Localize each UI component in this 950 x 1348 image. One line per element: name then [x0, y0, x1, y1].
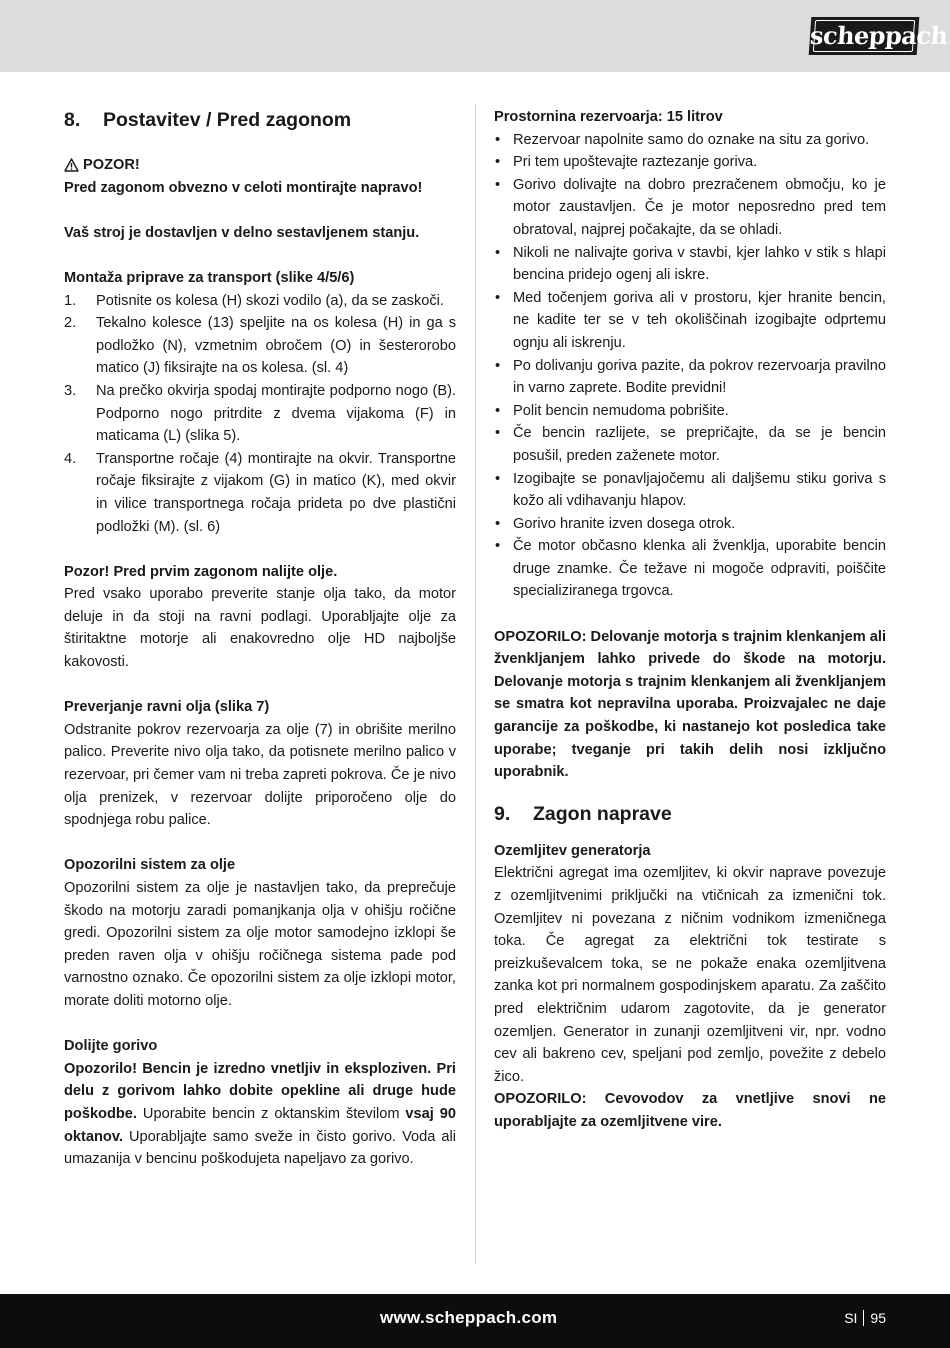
section-number: 8. [64, 109, 81, 131]
brand-logo: scheppach [809, 17, 920, 55]
oil-check-title: Preverjanje ravni olja (slika 7) [64, 699, 270, 716]
column-divider [475, 104, 476, 1264]
section-9-heading [494, 800, 886, 828]
list-item: • Nikoli ne nalivajte goriva v stavbi, kjer lahko v stik s hlapi bencina pridejo ogenj ali iskre. [495, 244, 886, 284]
mounting-steps [64, 290, 456, 539]
list-item: • Gorivo hranite izven dosega otrok. [495, 515, 736, 532]
tank-capacity-title: Prostornina rezervoarja: 15 litrov [494, 109, 723, 125]
engine-warning: OPOZORILO: Delovanje motorja s trajnim klenkanjem ali žvenkljanjem lahko privede do škode na motorju. Delovanje motorja s trajnim klenkanjem ali žvenkljanjem se smatra kot nepravilna uporaba. Proizvajalec ne daje garancije za poškodbe, ki nastanejo kot posledica take uporabe; tveganje pri takih delih nosi izključno uporabnik. [494, 628, 886, 781]
mounting-title: Montaža priprave za transport (slike 4/5/6) [64, 269, 355, 286]
section-8-heading [64, 106, 456, 134]
left-column [64, 106, 456, 1171]
section-title: Postavitev / Pred zagonom [103, 109, 352, 131]
list-item: • Polit bencin nemudoma pobrišite. [495, 402, 729, 419]
list-item: • Pri tem upoštevajte raztezanje goriva. [495, 154, 758, 171]
list-item: • Če bencin razlijete, se prepričajte, da se je bencin posušil, preden zaženete motor. [495, 425, 886, 464]
grounding-warning: OPOZORILO: Cevovodov za vnetljive snovi ne uporabljajte za ozemljitvene vire. [494, 1091, 886, 1130]
fuel-octane: vsaj 90 oktanov. [64, 1105, 456, 1145]
section-number: 9. [494, 802, 511, 825]
list-item: 1. Potisnite os kolesa (H) skozi vodilo (a), da se zaskoči. [64, 292, 444, 309]
fuel-warning: Opozorilo! Bencin je izredno vnetljiv in eksploziven. Pri delu z gorivom lahko dobite opekline ali druge hude poškodbe. [64, 1060, 456, 1122]
page-footer [0, 1294, 950, 1348]
caution-text: Pred zagonom obvezno v celoti montirajte napravo! [64, 179, 423, 196]
caution-heading [64, 154, 456, 177]
fuel-text: Opozorilo! Bencin je izredno vnetljiv in eksploziven. Pri delu z gorivom lahko dobite opekline ali druge hude poškodbe. Uporabite bencin z oktanskim številom vsaj 90 oktanov. Uporabljajte samo sveže in čisto gorivo. Voda ali umazanija v bencinu poškodujeta napeljavo za gorivo. [64, 1060, 456, 1168]
section-title: Zagon naprave [533, 802, 672, 825]
page-header [0, 0, 950, 72]
grounding-text: Električni agregat ima ozemljitev, ki okvir naprave povezuje z ozemljitvenimi priključki na vtičnicah za izmenični tok. Ozemljitev ni povezana z ničnim vodnikom izmeničnega toka. Če agregat za električni tok testirate s preizkuševalcem toka, se ne pokaže enaka ozemljitvena zanka kot pri normalnem gospodinjskem aparatu. Za zaščito pred električnim udarom zagotovite, da je generator ozemljen. Generator in zunanji ozemljitveni vir, npr. vodno cev ali bakreno cev, speljani pod zemljo, povežite z debelo žico. [494, 865, 886, 1085]
list-item: • Med točenjem goriva ali v prostoru, kjer hranite bencin, ne kadite ter se v teh okoliščinah izogibajte odprtemu ognju ali iskrenju. [495, 289, 886, 351]
grounding-title: Ozemljitev generatorja [494, 842, 651, 859]
delivery-note: Vaš stroj je dostavljen v delno sestavljenem stanju. [64, 224, 420, 241]
website-link[interactable]: www.scheppach.com [380, 1308, 558, 1327]
list-item: • Gorivo dolivajte na dobro prezračenem območju, ko je motor zaustavljen. Če je motor neposredno pred tem obratoval, najprej počakajte, da se ohladi. [495, 176, 886, 238]
page-number: SI 95 [844, 1310, 886, 1326]
list-item: • Izogibajte se ponavljajočemu ali daljšemu stiku goriva s kožo ali vdihavanju hlapov. [495, 470, 886, 510]
caution-label: POZOR! [83, 157, 140, 173]
fuel-title: Dolijte gorivo [64, 1038, 158, 1055]
list-item: 3. Na prečko okvirja spodaj montirajte podporno nogo (B). Podporno nogo pritrdite z dvema vijakoma (F) in maticama (L) (slika 5). [64, 382, 456, 445]
list-item: 2. Tekalno kolesce (13) speljite na os kolesa (H) in ga s podložko (N), vzmetnim obročem (O) in šesterorobo matico (J) fiksirajte na os kolesa. (sl. 4) [64, 315, 456, 377]
warning-triangle-icon [64, 158, 79, 172]
right-column [494, 106, 886, 1134]
list-item: • Rezervoar napolnite samo do oznake na situ za gorivo. [495, 131, 870, 148]
list-item: • Če motor občasno klenka ali žvenklja, uporabite bencin druge znamke. Če težave ni mogoče odpraviti, poiščite specializiranega trgovca. [495, 538, 886, 600]
list-item: • Po dolivanju goriva pazite, da pokrov rezervoarja pravilno in varno zaprete. Bodite previdni! [495, 357, 886, 397]
oil-warning-title: Pozor! Pred prvim zagonom nalijte olje. [64, 563, 338, 580]
oil-system-title: Opozorilni sistem za olje [64, 857, 236, 874]
oil-check-text: Odstranite pokrov rezervoarja za olje (7) in obrišite merilno palico. Preverite nivo olja tako, da potisnete merilno palico v rezervoar, pri čemer vam ni treba zapreti pokrova. Če je nivo olja prenizek, v rezervoar dolijte priporočeno olje do spodnjega robu palice. [64, 721, 456, 829]
oil-warning-text: Pred vsako uporabo preverite stanje olja tako, da motor deluje in da stoji na ravni podlagi. Uporabljajte olje za štiritaktne motorje ali enakovredno olje HD najboljše kakovosti. [64, 586, 456, 671]
oil-system-text: Opozorilni sistem za olje je nastavljen tako, da preprečuje škodo na motorju zaradi pomanjkanja olja v ohišju ročične gredi. Opozorilni sistem za olje motor samodejno izklopi še preden raven olja v ohišju ročičnega sistema pade pod varnostno oznako. Če opozorilni sistem za olje izklopi motor, morate doliti motorno olje. [64, 880, 456, 1009]
list-item: 4. Transportne ročaje (4) montirajte na okvir. Transportne ročaje fiksirajte z vijakom (G) in matico (K), med okvir in vilice transportnega ročaja prideta po dve plastični podložki (M). (sl. 6) [64, 450, 456, 535]
fuel-bullets [494, 129, 886, 603]
